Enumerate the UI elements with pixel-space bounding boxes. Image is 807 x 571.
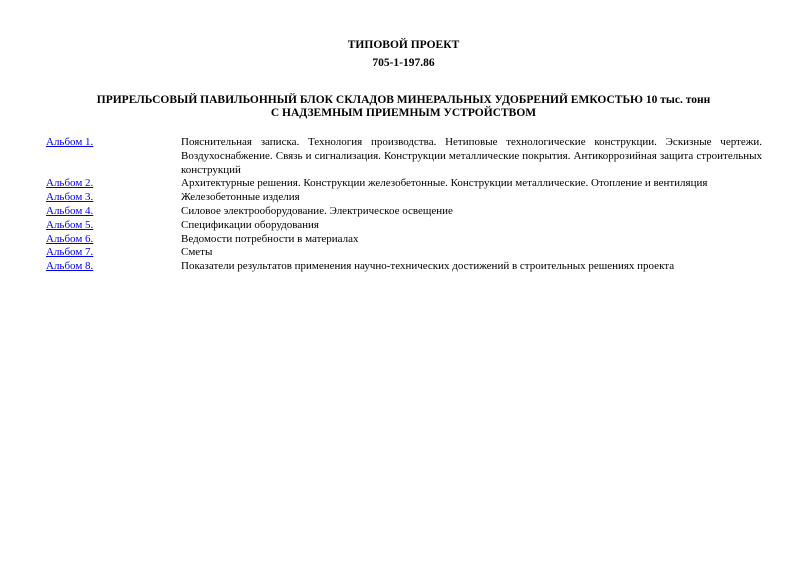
album-row-8 <box>46 260 762 274</box>
project-title-line-2: С НАДЗЕМНЫМ ПРИЕМНЫМ УСТРОЙСТВОМ <box>270 107 537 119</box>
album-2-description: Архитектурные решения. Конструкции железобетонные. Конструкции металлические. Отопление и вентиляция <box>181 177 708 190</box>
album-8-description: Показатели результатов применения научно-технических достижений в строительных решениях проекта <box>181 260 675 273</box>
album-7-link[interactable]: Альбом 7. <box>46 246 94 259</box>
album-row-7 <box>46 246 762 260</box>
album-7-description: Сметы <box>181 246 213 259</box>
album-8-link[interactable]: Альбом 8. <box>46 260 94 273</box>
album-4-link[interactable]: Альбом 4. <box>46 204 94 217</box>
album-6-description: Ведомости потребности в материалах <box>181 232 359 245</box>
album-row-5 <box>46 219 762 233</box>
album-row-1 <box>46 136 762 177</box>
album-5-description: Спецификации оборудования <box>181 218 319 231</box>
albums-list <box>46 136 762 274</box>
album-3-link[interactable]: Альбом 3. <box>46 191 94 204</box>
project-number: 705-1-197.86 <box>372 57 435 69</box>
document-type-heading: ТИПОВОЙ ПРОЕКТ <box>347 39 460 51</box>
album-2-link[interactable]: Альбом 2. <box>46 177 94 190</box>
album-row-4 <box>46 205 762 219</box>
album-5-link[interactable]: Альбом 5. <box>46 218 94 231</box>
project-title-line-1: ПРИРЕЛЬСОВЫЙ ПАВИЛЬОННЫЙ БЛОК СКЛАДОВ МИНЕРАЛЬНЫХ УДОБРЕНИЙ ЕМКОСТЬЮ 10 тыс. тонн <box>96 94 711 106</box>
album-3-description: Железобетонные изделия <box>181 191 300 204</box>
album-1-link[interactable]: Альбом 1. <box>46 136 94 148</box>
album-4-description: Силовое электрооборудование. Электрическое освещение <box>181 204 453 217</box>
album-1-description: Пояснительная записка. Технология производства. Нетиповые технологические конструкции. Эскизные чертежи. Воздухоснабжение. Связь и сигнализация. Конструкции металлические покрытия. Антикоррозийная защита строительных конструкций <box>181 136 762 176</box>
album-6-link[interactable]: Альбом 6. <box>46 232 94 245</box>
album-row-6 <box>46 233 762 247</box>
album-row-3 <box>46 191 762 205</box>
album-row-2 <box>46 177 762 191</box>
